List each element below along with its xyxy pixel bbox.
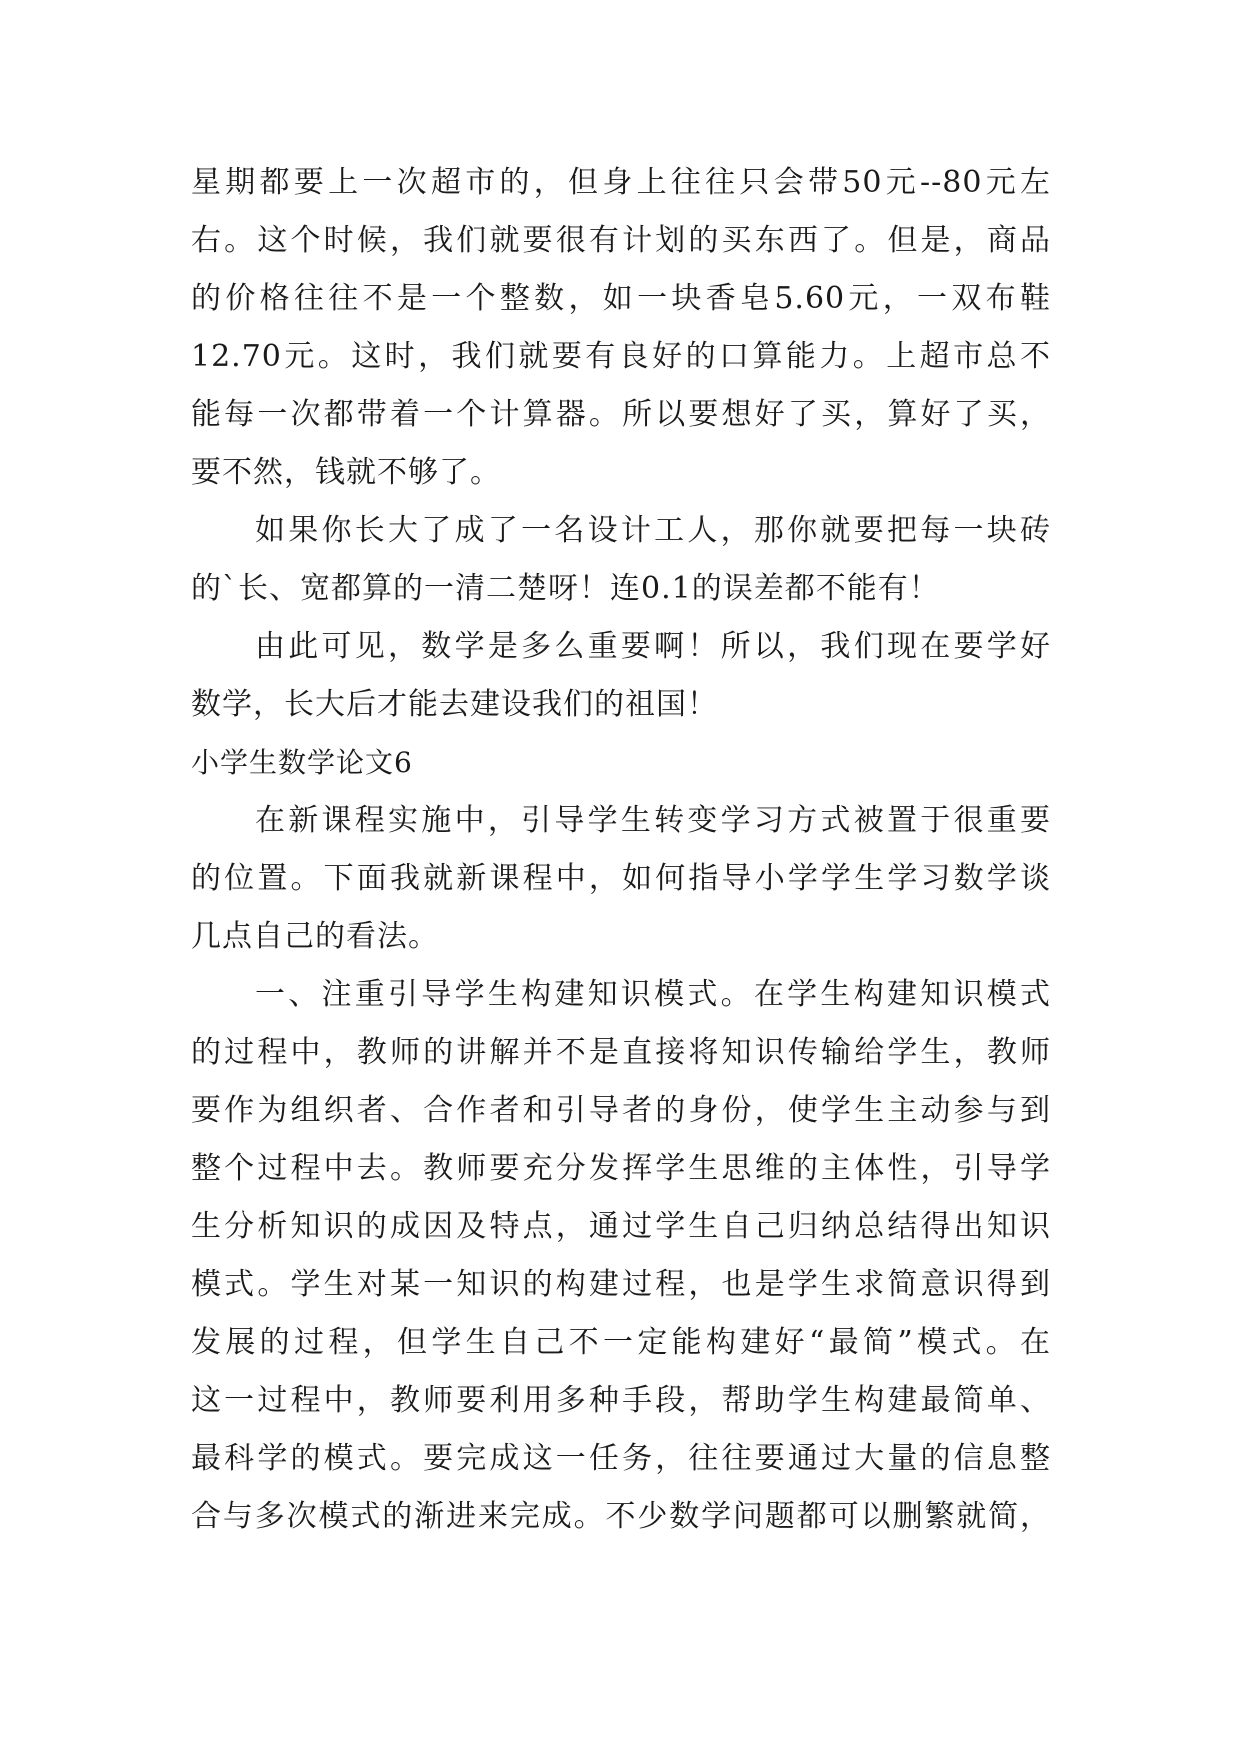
text-line: 整个过程中去。教师要充分发挥学生思维的主体性，引导学 (191, 1151, 1051, 1186)
text-line: 生分析知识的成因及特点，通过学生自己归纳总结得出知识 (191, 1209, 1051, 1244)
text-line: 几点自己的看法。 (191, 919, 439, 954)
paragraph-first-line: 一、注重引导学生构建知识模式。在学生构建知识模式 (255, 977, 1051, 1012)
paragraph-first-line: 如果你长大了成了一名设计工人，那你就要把每一块砖 (255, 513, 1051, 548)
text-line: 的价格往往不是一个整数，如一块香皂5.60元，一双布鞋 (191, 281, 1051, 316)
paragraph-first-line: 在新课程实施中，引导学生转变学习方式被置于很重要 (255, 803, 1051, 838)
text-line: 12.70元。这时，我们就要有良好的口算能力。上超市总不 (191, 339, 1051, 374)
text-line: 最科学的模式。要完成这一任务，往往要通过大量的信息整 (191, 1441, 1051, 1476)
text-line: 这一过程中，教师要利用多种手段，帮助学生构建最简单、 (191, 1383, 1051, 1418)
text-line: 合与多次模式的渐进来完成。不少数学问题都可以删繁就简， (191, 1499, 1051, 1534)
text-line: 能每一次都带着一个计算器。所以要想好了买，算好了买， (191, 397, 1051, 432)
text-line: 数学，长大后才能去建设我们的祖国！ (191, 687, 718, 722)
text-line: 的`长、宽都算的一清二楚呀！连0.1的误差都不能有！ (191, 571, 940, 606)
section-heading: 小学生数学论文6 (191, 746, 413, 779)
text-line: 的位置。下面我就新课程中，如何指导小学学生学习数学谈 (191, 861, 1051, 896)
text-line: 的过程中，教师的讲解并不是直接将知识传输给学生，教师 (191, 1035, 1051, 1070)
text-line: 要不然，钱就不够了。 (191, 455, 501, 490)
text-line: 右。这个时候，我们就要很有计划的买东西了。但是，商品 (191, 223, 1051, 258)
text-line: 星期都要上一次超市的，但身上往往只会带50元--80元左 (191, 165, 1051, 200)
paragraph-first-line: 由此可见，数学是多么重要啊！所以，我们现在要学好 (255, 629, 1051, 664)
text-line: 要作为组织者、合作者和引导者的身份，使学生主动参与到 (191, 1093, 1051, 1128)
text-line: 发展的过程，但学生自己不一定能构建好“最简”模式。在 (191, 1325, 1051, 1360)
text-line: 模式。学生对某一知识的构建过程，也是学生求简意识得到 (191, 1267, 1051, 1302)
document-body (191, 163, 1051, 1555)
